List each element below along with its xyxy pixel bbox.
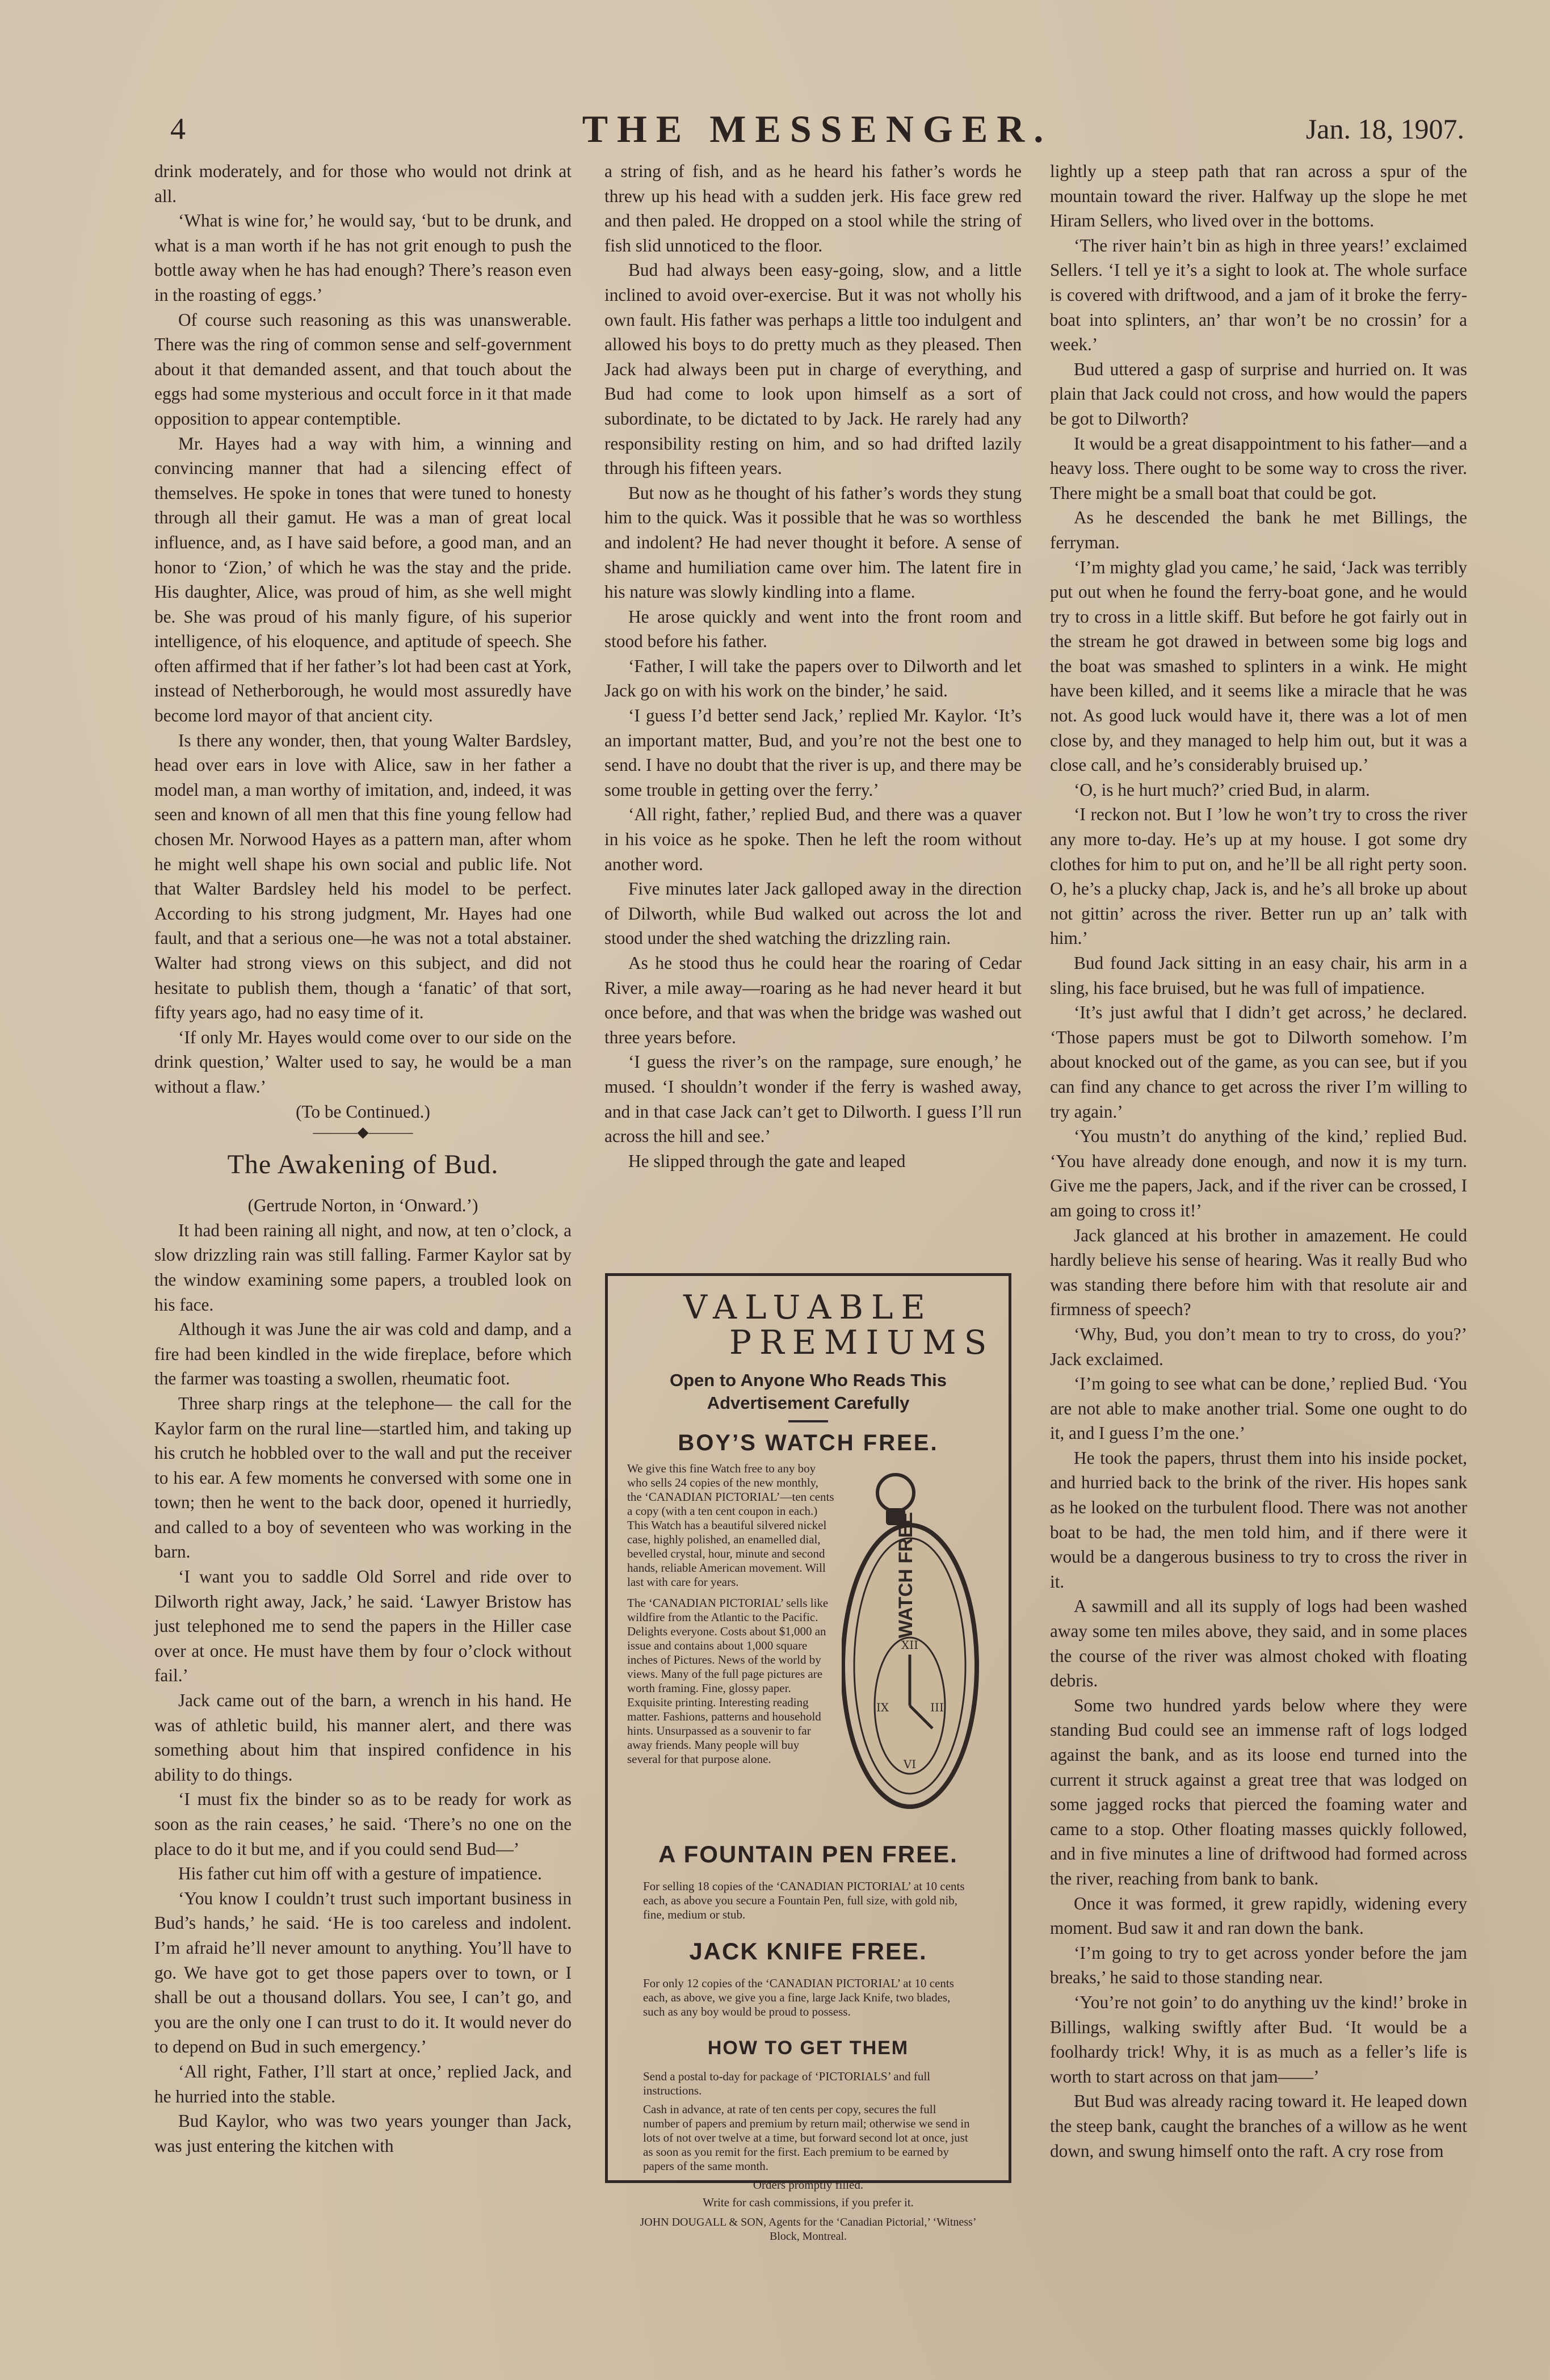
issue-date: Jan. 18, 1907. (1305, 113, 1464, 145)
jack-knife-heading: JACK KNIFE FREE. (689, 1938, 927, 1965)
jack-knife-text: For only 12 copies of the ‘CANADIAN PICTORIAL’ at 10 cents each, as above, we give you a fine, large Jack Knife, two blades, such as any boy would be proud to possess. (643, 1976, 954, 2018)
paragraph: Five minutes later Jack galloped away in the direction of Dilworth, while Bud walked out across the lot and stood under the shed watching the drizzling rain. (604, 879, 1022, 948)
paragraph: Once it was formed, it grew rapidly, widening every moment. Bud saw it and ran down the bank. (1050, 1893, 1467, 1938)
paragraph: ‘It’s just awful that I didn’t get across,’ he declared. ‘Those papers must be got to Dilworth somehow. I’m about knocked out of the game, as you can see, but if you can find any chance to get across the river I’m willing to try again.’ (1050, 1002, 1467, 1122)
paragraph: He took the papers, thrust them into his inside pocket, and hurried back to the brink of the river. His hopes sank as he looked on the turbulent flood. There was not another boat to be had, the men told him, and if there were it would be a dangerous business to try to cross the river in it. (1050, 1447, 1467, 1592)
paragraph: ‘You’re not goin’ to do anything uv the kind!’ broke in Billings, walking swiftly after Bud. ‘It would be a foolhardy trick! Why, it is as much as a feller’s life is worth to start across on that jam——’ (1050, 1992, 1467, 2087)
paragraph: drink moderately, and for those who would not drink at all. (154, 161, 572, 206)
paragraph: His father cut him off with a gesture of impatience. (178, 1863, 542, 1884)
how-to-text: Write for cash commissions, if you prefer it. (703, 2196, 914, 2209)
pocket-watch-icon (842, 1462, 989, 1825)
watch-offer (627, 1462, 989, 1825)
paragraph: Is there any wonder, then, that young Walter Bardsley, head over ears in love with Alice, saw in her father a model man, a man worthy of imitation, and, indeed, it was seen and known of all men that this fine young fellow had chosen Mr. Norwood Hayes as a pattern man, after whom he might well shape his own social and public life. Not that Walter Bardsley held his model to be perfect. According to his strong judgment, Mr. Hayes had one fault, and that a serious one—he was not a total abstainer. Walter had strong views on this subject, and did not hesitate to publish them, though a ‘fanatic’ of that sort, fifty years ago, had no easy time of it. (154, 730, 572, 1023)
paragraph: ‘I guess the river’s on the rampage, sure enough,’ he mused. ‘I shouldn’t wonder if the ferry is washed away, and in that case Jack can’t get to Dilworth. I guess I’ll run across the hill and see.’ (604, 1052, 1022, 1147)
paragraph: ‘I’m mighty glad you came,’ he said, ‘Jack was terribly put out when he found the ferry-boat gone, and he would try to cross in a little skiff. But before he got fairly out in the stream he got drawed in between some big logs and the boat was smashed to splinters in a wink. He might have been killed, and it seems like a miracle that he was not. As good luck would have it, there was a lot of men close by, and they managed to help him out, but it was a close call, and he’s considerably bruised up.’ (1050, 557, 1467, 775)
paragraph: ‘I guess I’d better send Jack,’ replied Mr. Kaylor. ‘It’s an important matter, Bud, and you’re not the best one to send. I have no doubt that the river is up, and there may be some trouble in getting over the ferry.’ (604, 706, 1022, 800)
paragraph: lightly up a steep path that ran across a spur of the mountain toward the river. Halfway up the slope he met Hiram Sellers, who lived over in the bottoms. (1050, 161, 1467, 231)
paragraph: ‘I’m going to see what can be done,’ replied Bud. ‘You are not able to make another trial. Some one ought to do it, and I guess I’m the one.’ (1050, 1374, 1467, 1443)
fountain-pen-heading: A FOUNTAIN PEN FREE. (658, 1841, 958, 1867)
paragraph: But now as he thought of his father’s words they stung him to the quick. Was it possible that he was so worthless and indolent? He had never thought it before. A sense of shame and humiliation came over him. The latent fire in his nature was slowly kindling into a flame. (604, 482, 1022, 602)
watch-label: WATCH FREE (895, 1512, 917, 1639)
paragraph: ‘All right, Father, I’ll start at once,’ replied Jack, and he hurried into the stable. (154, 2061, 572, 2106)
paragraph: Three sharp rings at the telephone— the call for the Kaylor farm on the rural line—startled him, and taking up his crutch he hobbled over to the wall and put the receiver to his ear. A few moments he conversed with some one in town; then he went to the back door, opened it hurriedly, and called to a boy of seventeen who was working in the barn. (154, 1393, 572, 1562)
paragraph: ‘I reckon not. But I ’low he won’t try to cross the river any more to-day. He’s up at my house. I got some dry clothes for him to put on, and he’ll be all right perty soon. O, he’s a plucky chap, Jack is, and he’s all broke up about not gittin’ across the river. Better run up an’ talk with him.’ (1050, 804, 1467, 948)
paragraph: A sawmill and all its supply of logs had been washed away some ten miles above, they said, and in some places the course of the river was almost choked with floating debris. (1050, 1596, 1467, 1691)
paragraph: Mr. Hayes had a way with him, a winning and convincing manner that had a silencing effect of themselves. He spoke in tones that were tuned to honesty through all their gamut. He was a man of great local influence, and, as I have said before, a good man, and an honor to ‘Zion,’ of which he was the stay and the pride. His daughter, Alice, was proud of him, as she well might be. She was proud of his manly figure, of his superior intelligence, of his eloquence, and aptitude of speech. She often affirmed that if her father’s lot had been cast at York, instead of Netherborough, he would most assuredly have become lord mayor of that ancient city. (154, 433, 572, 726)
story-byline: (Gertrude Norton, in ‘Onward.’) (247, 1195, 478, 1216)
paragraph: As he stood thus he could hear the roaring of Cedar River, a mile away—roaring as he had never heard it but once before, and that was when the bridge was washed out three years before. (604, 953, 1022, 1047)
svg-text:III: III (930, 1701, 944, 1714)
pictorial-description: The ‘CANADIAN PICTORIAL’ sells like wildfire from the Atlantic to the Pacific. Delights everyone. Costs about $1,000 an issue and contains about 1,000 square inches of Pictures. News of the world by views. Many of the full page pictures are worth framing. Fine, glossy paper. Exquisite printing. Interesting reading matter. Fashions, patterns and household hints. Unsurpassed as a souvenir to far away friends. Many people will buy several for that purpose alone. (627, 1596, 829, 1766)
paragraph: It would be a great disappointment to his father—and a heavy loss. There ought to be some way to cross the river. There might be a small boat that could be got. (1050, 433, 1467, 503)
paragraph: Some two hundred yards below where they were standing Bud could see an immense raft of logs lodged against the bank, and as its loose end turned into the current it struck against a great tree that was lodged on some jagged rocks that pierced the foaming water and came to a stop. Other floating masses quickly followed, and in five minutes a line of driftwood had formed across the river, reaching from bank to bank. (1050, 1695, 1467, 1888)
watch-description: We give this fine Watch free to any boy who sells 24 copies of the new monthly, the ‘CANADIAN PICTORIAL’—ten cents a copy (with a ten cent coupon in each.) This Watch has a beautiful silvered nickel case, highly polished, an enamelled dial, bevelled crystal, hour, minute and second hands, reliable American movement. Will last with care for years. (627, 1462, 834, 1589)
paragraph: ‘The river hain’t bin as high in three years!’ exclaimed Sellers. ‘I tell ye it’s a sight to look at. The whole surface is covered with driftwood, and a jam of it broke the ferry-boat into splinters, an’ thar won’t be no crossin’ for a week.’ (1050, 235, 1467, 355)
paragraph: ‘Why, Bud, you don’t mean to try to cross, do you?’ Jack exclaimed. (1050, 1324, 1467, 1369)
svg-text:VI: VI (903, 1757, 917, 1771)
how-to-text: Orders promptly filled. (753, 2178, 864, 2192)
paragraph: Although it was June the air was cold and damp, and a fire had been kindled in the wide fireplace, before which the farmer was toasting a swollen, rheumatic foot. (154, 1319, 572, 1389)
ad-title-line-1: VALUABLE (683, 1288, 933, 1327)
paragraph: ‘Father, I will take the papers over to Dilworth and let Jack go on with his work on the binder,’ he said. (604, 656, 1022, 701)
column-2 (604, 159, 1022, 1173)
column-3 (1050, 159, 1467, 2163)
paragraph: But Bud was already racing toward it. He leaped down the steep bank, caught the branches of a willow as he went down, and swung himself onto the raft. A cry rose from (1050, 2091, 1467, 2161)
paragraph: ‘O, is he hurt much?’ cried Bud, in alarm. (1074, 779, 1370, 800)
paragraph: Jack came out of the barn, a wrench in his hand. He was of athletic build, his manner alert, and there was something about him that inspired confidence in his ability to do things. (154, 1690, 572, 1785)
masthead-title: THE MESSENGER. (582, 107, 1053, 150)
to-be-continued: (To be Continued.) (296, 1101, 430, 1122)
paragraph: ‘I want you to saddle Old Sorrel and ride over to Dilworth right away, Jack,’ he said. ‘Lawyer Bristow has just telephoned me to send the papers in the Hiller case over at once. He must have them by four o’clock without fail.’ (154, 1567, 572, 1686)
paragraph: Bud found Jack sitting in an easy chair, his arm in a sling, his face bruised, but he was full of impatience. (1050, 953, 1467, 998)
paragraph: Bud had always been easy-going, slow, and a little inclined to avoid over-exercise. But it was not wholly his own fault. His father was perhaps a little too indulgent and allowed his boys to do pretty much as they pleased. Then Jack had always been put in charge of everything, and Bud had come to look upon himself as a sort of subordinate, to be dictated to by Jack. He rarely had any responsibility resting on him, and so had drifted lazily through his fifteen years. (604, 260, 1022, 478)
how-to-text: Cash in advance, at rate of ten cents per copy, secures the full number of papers and premium by return mail; otherwise we send in lots of not over twelve at a time, but forward second lot at once, just as soon as you remit for the first. Each premium to be earned by papers of the same month. (643, 2102, 970, 2173)
page-header (170, 107, 1464, 152)
paragraph: ‘I’m going to try to get across yonder before the jam breaks,’ he said to those standing near. (1050, 1942, 1467, 1988)
svg-text:IX: IX (876, 1701, 889, 1714)
paragraph: ‘If only Mr. Hayes would come over to our side on the drink question,’ Walter used to say, he would be a man without a flaw.’ (154, 1027, 572, 1097)
watch-heading: BOY’S WATCH FREE. (678, 1430, 939, 1455)
ad-title-line-2: PREMIUMS (729, 1323, 995, 1362)
page-number: 4 (170, 112, 186, 146)
how-to-text: Send a postal to-day for package of ‘PICTORIALS’ and full instructions. (643, 2070, 931, 2097)
watch-offer-text (627, 1462, 835, 1825)
paragraph: ‘All right, father,’ replied Bud, and there was a quaver in his voice as he spoke. Then he left the room without another word. (604, 804, 1022, 874)
paragraph: He arose quickly and went into the front room and stood before his father. (604, 606, 1022, 652)
paragraph: As he descended the bank he met Billings, the ferryman. (1050, 507, 1467, 552)
premiums-advertisement (605, 1273, 1011, 2243)
paragraph: Bud uttered a gasp of surprise and hurried on. It was plain that Jack could not cross, and how would the papers be got to Dilworth? (1050, 359, 1467, 429)
paragraph: ‘What is wine for,’ he would say, ‘but to be drunk, and what is a man worth if he has not grit enough to push the bottle away when he has had enough? There’s reason even in the roasting of eggs.’ (154, 211, 572, 305)
paragraph: He slipped through the gate and leaped (628, 1151, 906, 1171)
paragraph: ‘I must fix the binder so as to be ready for work as soon as the rain ceases,’ he said. ‘There’s no one on the place to do it but me, and if you could send Bud—’ (154, 1789, 572, 1859)
paragraph: Bud Kaylor, who was two years younger than Jack, was just entering the kitchen with (154, 2111, 572, 2156)
paragraph: Of course such reasoning as this was unanswerable. There was the ring of common sense and self-government about it that demanded assent, and that touch about the eggs had some mysterious and occult force in it that made opposition to appear contemptible. (154, 309, 572, 429)
svg-text:XII: XII (901, 1638, 919, 1652)
paragraph: a string of fish, and as he heard his father’s words he threw up his head with a sudden jerk. His face grew red and then paled. He dropped on a stool while the string of fish slid unnoticed to the floor. (604, 161, 1022, 255)
ornament-divider: ———◆——— (313, 1124, 413, 1141)
divider (788, 1420, 828, 1422)
ad-subtitle: Open to Anyone Who Reads This Advertisement Carefully (670, 1370, 947, 1413)
paragraph: It had been raining all night, and now, at ten o’clock, a slow drizzling rain was still falling. Farmer Kaylor sat by the window examining some papers, a troubled look on his face. (154, 1220, 572, 1315)
paragraph: ‘You mustn’t do anything of the kind,’ replied Bud. ‘You have already done enough, and now it is my turn. Give me the papers, Jack, and if the river can be crossed, I am going to cross it!’ (1050, 1126, 1467, 1220)
column-1 (154, 159, 572, 2158)
advertiser-signature: JOHN DOUGALL & SON, Agents for the ‘Canadian Pictorial,’ ‘Witness’ Block, Montreal. (640, 2216, 977, 2243)
paragraph: ‘You know I couldn’t trust such important business in Bud’s hands,’ he said. ‘He is too careless and indolent. I’m afraid he’ll never amount to anything. You’ll have to go. We have got to get those papers over to town, or I shall be out a thousand dollars. You see, I can’t go, and you are the only one I can trust to do it. It would never do to depend on Bud in such emergency.’ (154, 1888, 572, 2057)
fountain-pen-text: For selling 18 copies of the ‘CANADIAN PICTORIAL’ at 10 cents each, as above you secure a Fountain Pen, full size, with gold nib, fine, medium or stub. (643, 1879, 965, 1921)
paragraph: Jack glanced at his brother in amazement. He could hardly believe his sense of hearing. Was it really Bud who was standing there before him with that resolute air and firmness of speech? (1050, 1225, 1467, 1320)
story-title: The Awakening of Bud. (227, 1149, 499, 1180)
how-to-get-heading: HOW TO GET THEM (707, 2037, 909, 2059)
